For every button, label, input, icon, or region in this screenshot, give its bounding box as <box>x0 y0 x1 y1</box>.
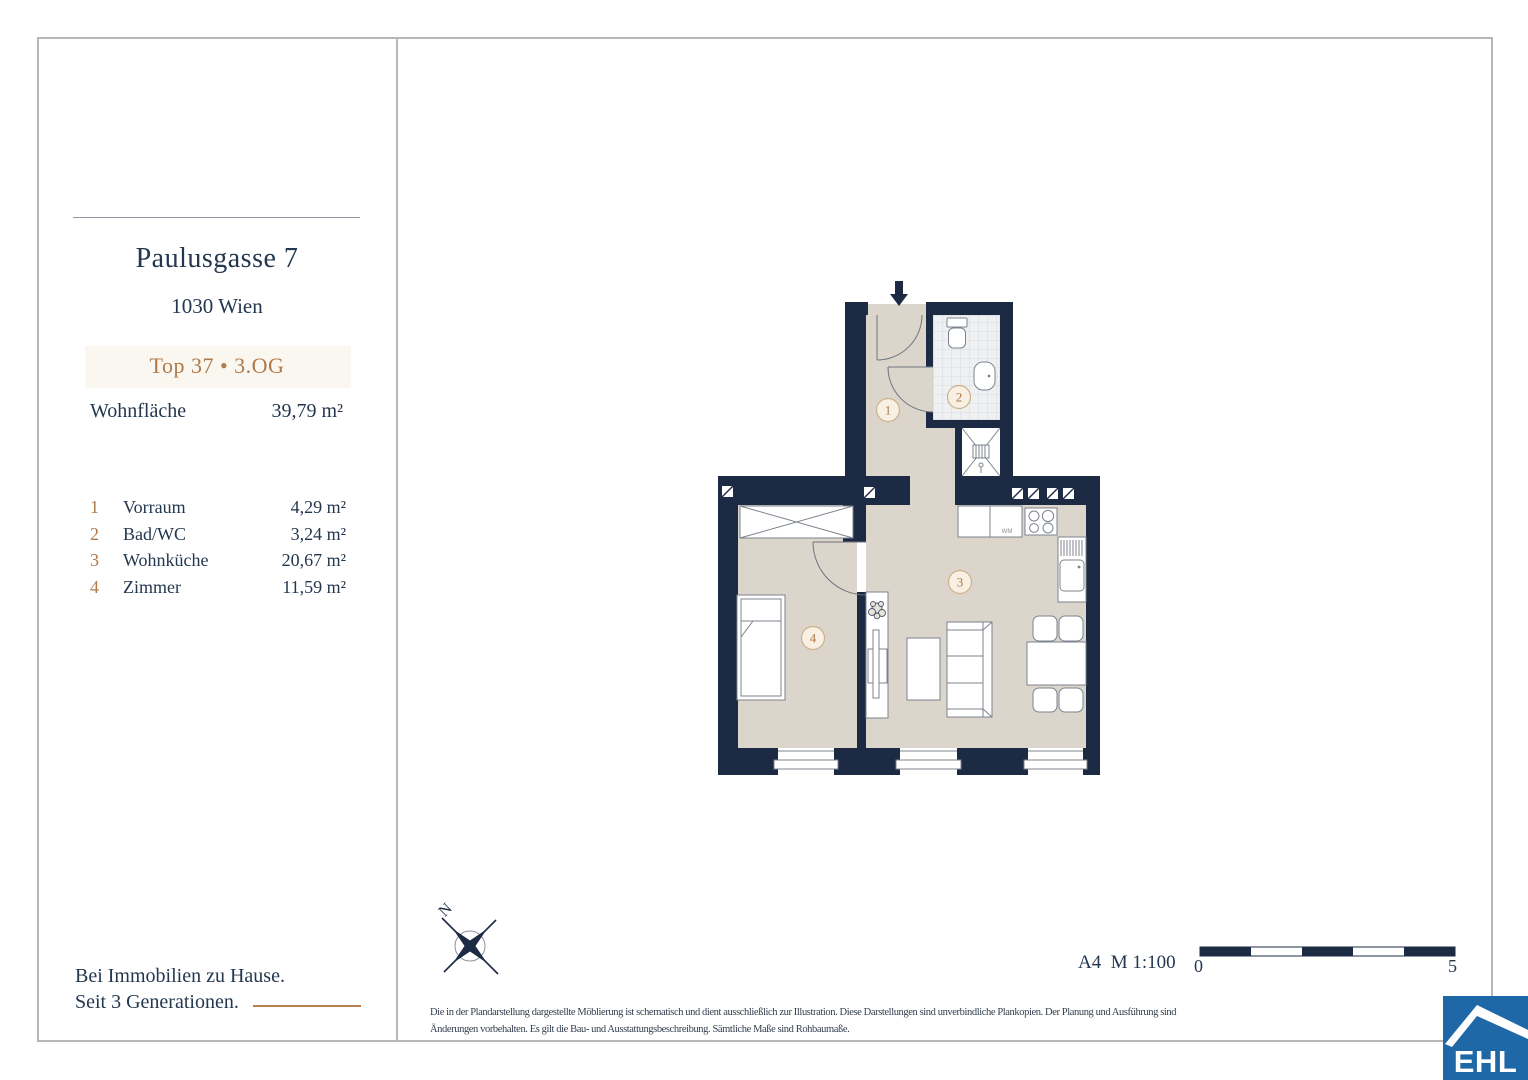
room-number: 3 <box>90 550 99 570</box>
compass-n-label: N <box>435 899 456 921</box>
room-name: Wohnküche <box>123 550 209 570</box>
room-area: 4,29 m² <box>290 497 346 517</box>
windows <box>774 748 1087 775</box>
room-area: 20,67 m² <box>281 550 346 570</box>
badge-2: 2 <box>955 389 963 405</box>
tagline-line2: Seit 3 Generationen. <box>75 991 239 1013</box>
window <box>1024 748 1087 775</box>
tagline-accent-line <box>253 1005 361 1007</box>
unit-label: Top 37 • 3.OG <box>149 353 285 378</box>
brand-tagline <box>75 963 285 1015</box>
scale-zero-label: 0 <box>1194 956 1203 976</box>
badge-1: 1 <box>884 402 892 418</box>
room-area: 3,24 m² <box>290 523 346 544</box>
bed <box>737 595 785 700</box>
washing-machine-label: WM <box>1001 529 1013 535</box>
sidebar-divider <box>396 37 398 1042</box>
page-title: Paulusgasse 7 <box>135 243 299 274</box>
room-number: 4 <box>90 576 99 597</box>
ehl-logo <box>1443 996 1528 1080</box>
tagline-line1: Bei Immobilien zu Hause. <box>75 965 285 987</box>
table-row <box>90 550 346 577</box>
room-number: 2 <box>90 523 99 544</box>
room-area: 11,59 m² <box>282 576 346 597</box>
room-name: Bad/WC <box>123 523 186 544</box>
coffee-table <box>907 638 940 700</box>
compass-icon <box>428 896 518 991</box>
toilet-icon <box>947 318 967 348</box>
scale-bar <box>1192 942 1467 978</box>
wardrobe <box>740 506 853 538</box>
sofa <box>947 622 992 717</box>
window <box>774 748 838 775</box>
room-name: Zimmer <box>123 576 181 597</box>
window <box>896 748 961 775</box>
dining-set <box>1027 616 1086 712</box>
logo-text: EHL <box>1453 1044 1518 1079</box>
living-area-row <box>90 400 343 423</box>
table-row <box>90 524 346 551</box>
page-subtitle: 1030 Wien <box>171 294 263 318</box>
format-scale-label: A4 M 1:100 <box>1078 952 1176 973</box>
sink-icon <box>974 362 995 390</box>
table-row <box>90 497 346 524</box>
table-row <box>90 577 346 604</box>
entrance-arrow-icon <box>890 281 908 306</box>
disclaimer-line1: Die in der Plandarstellung dargestellte Möblierung ist schematisch und dient ausschließlich zur Illustration. Diese Darstellungen sind unverbindliche Plankopien. Der Planung und Ausführung sind <box>430 1007 1177 1018</box>
scale-five-label: 5 <box>1448 956 1457 976</box>
floorplan-drawing <box>690 268 1120 788</box>
living-area-value: 39,79 m² <box>271 400 343 422</box>
badge-4: 4 <box>809 630 817 646</box>
badge-3: 3 <box>956 574 964 590</box>
room-number: 1 <box>90 497 99 517</box>
sidebar-rule <box>73 217 360 218</box>
disclaimer-line2: Änderungen vorbehalten. Es gilt die Bau- und Ausstattungsbeschreibung. Sämtliche Maße sind Rohbaumaße. <box>430 1024 850 1035</box>
room-list <box>90 497 346 603</box>
room-name: Vorraum <box>123 497 186 517</box>
disclaimer <box>430 1004 1220 1038</box>
living-area-label: Wohnfläche <box>90 400 187 422</box>
